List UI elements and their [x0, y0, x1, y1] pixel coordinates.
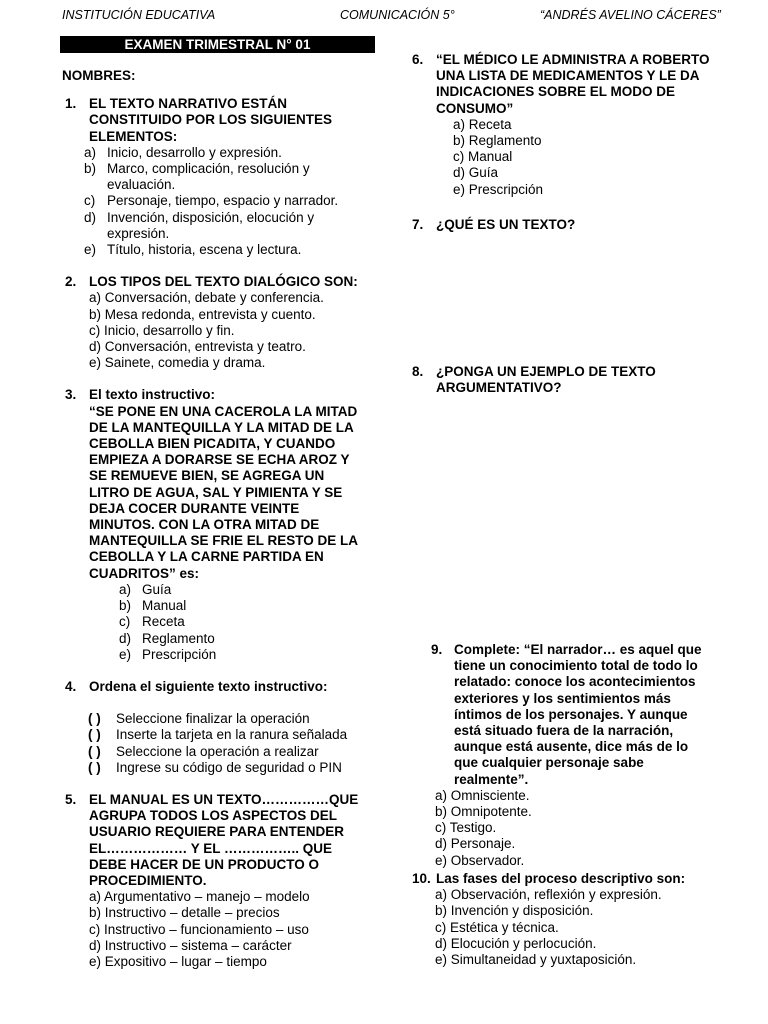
- ordering-item[interactable]: [88, 711, 382, 727]
- option-a[interactable]: a) Omnisciente.: [435, 787, 530, 803]
- answer-blank[interactable]: ( ): [88, 759, 101, 775]
- question-7: [412, 217, 752, 233]
- question-3: [62, 387, 382, 662]
- option-text: Invención, disposición, elocución y: [107, 209, 315, 225]
- option-b[interactable]: b) Reglamento: [453, 133, 542, 149]
- option-text: Prescripción: [142, 646, 217, 662]
- option-d[interactable]: [119, 631, 382, 647]
- question-number: 1.: [65, 96, 77, 112]
- question-number: 8.: [412, 364, 424, 379]
- question-text-line: AGRUPA TODOS LOS ASPECTOS DEL: [89, 808, 338, 824]
- options-list: [435, 887, 752, 968]
- option-a[interactable]: a) Conversación, debate y conferencia.: [89, 290, 324, 306]
- question-number: 3.: [65, 387, 77, 403]
- item-text: Ingrese su código de seguridad o PIN: [116, 759, 342, 775]
- option-letter: a): [84, 144, 97, 160]
- ordering-list: [88, 711, 382, 776]
- option-d[interactable]: d) Elocución y perlocución.: [435, 935, 597, 951]
- passage-line: LITRO DE AGUA, SAL Y PIMIENTA Y SE: [89, 484, 343, 500]
- option-a[interactable]: a) Observación, reflexión y expresión.: [435, 887, 662, 903]
- option-d[interactable]: d) Instructivo – sistema – carácter: [89, 937, 292, 953]
- option-c[interactable]: [84, 193, 382, 209]
- question-text: Ordena el siguiente texto instructivo:: [89, 678, 328, 694]
- option-d[interactable]: d) Personaje.: [435, 836, 516, 852]
- option-c[interactable]: c) Estética y técnica.: [435, 919, 559, 935]
- options-list: [89, 889, 382, 970]
- option-letter: d): [119, 630, 132, 646]
- option-b[interactable]: [84, 161, 382, 193]
- question-text-line: íntimos de los personajes. Y aunque: [454, 706, 688, 722]
- question-text-line: USUARIO REQUIERE PARA ENTENDER: [89, 824, 345, 840]
- question-number: 4.: [65, 678, 77, 694]
- passage-line: MINUTOS. CON LA OTRA MITAD DE: [89, 517, 320, 533]
- question-text-line: que cualquier personaje sabe: [454, 755, 644, 771]
- question-text: ¿QUÉ ES UN TEXTO?: [436, 217, 576, 232]
- passage-line: SE REMUEVE BIEN, SE AGREGA UN: [89, 468, 325, 484]
- option-c[interactable]: [119, 614, 382, 630]
- option-d[interactable]: d) Conversación, entrevista y teatro.: [89, 339, 306, 355]
- question-text-line: tiene un conocimiento total de todo lo: [454, 658, 698, 674]
- answer-blank[interactable]: ( ): [88, 711, 101, 727]
- question-text-line: CONSTITUIDO POR LOS SIGUIENTES: [89, 112, 333, 128]
- option-letter: c): [119, 614, 131, 630]
- header-subject: COMUNICACIÓN 5°: [340, 8, 455, 22]
- option-a[interactable]: [119, 582, 382, 598]
- question-5: [62, 792, 382, 970]
- option-e[interactable]: e) Expositivo – lugar – tiempo: [89, 953, 267, 969]
- option-letter: e): [84, 242, 97, 258]
- question-6: [412, 52, 752, 198]
- answer-blank[interactable]: ( ): [88, 727, 101, 743]
- question-text-line: CONSUMO”: [436, 100, 514, 116]
- ordering-item[interactable]: [88, 727, 382, 743]
- names-label: NOMBRES:: [62, 68, 136, 83]
- header-school: INSTITUCIÓN EDUCATIVA: [62, 8, 216, 22]
- question-text-line: ¿PONGA UN EJEMPLO DE TEXTO: [436, 364, 656, 379]
- question-text-line: EL MANUAL ES UN TEXTO……………QUE: [89, 791, 359, 807]
- option-letter: d): [84, 209, 97, 225]
- option-text: Marco, complicación, resolución y: [107, 161, 310, 177]
- question-4: [62, 679, 382, 776]
- question-number: 5.: [65, 791, 77, 807]
- passage-line: “SE PONE EN UNA CACEROLA LA MITAD: [89, 403, 358, 419]
- item-text: Seleccione finalizar la operación: [116, 711, 310, 727]
- options-list: [119, 582, 382, 663]
- question-text-line: está situado fuera de la narración,: [454, 723, 674, 739]
- option-c[interactable]: c) Instructivo – funcionamiento – uso: [89, 921, 309, 937]
- question-text-line: ARGUMENTATIVO?: [436, 380, 562, 396]
- option-letter: e): [119, 646, 132, 662]
- ordering-item[interactable]: [88, 744, 382, 760]
- question-number: 7.: [412, 217, 424, 232]
- exam-title-banner: EXAMEN TRIMESTRAL N° 01: [60, 36, 375, 53]
- option-a[interactable]: a) Receta: [453, 116, 512, 132]
- option-letter: b): [119, 598, 132, 614]
- question-text-line: EL……………… Y EL …………….. QUE: [89, 840, 333, 856]
- option-a[interactable]: [84, 145, 382, 161]
- question-number: 9.: [431, 642, 443, 657]
- option-b[interactable]: [119, 598, 382, 614]
- question-text-line: DEBE HACER DE UN PRODUCTO O: [89, 856, 320, 872]
- options-list: [435, 788, 752, 869]
- options-list: [89, 290, 382, 371]
- option-text: Título, historia, escena y lectura.: [107, 242, 302, 258]
- option-b[interactable]: b) Omnipotente.: [435, 804, 532, 820]
- question-text-line: PROCEDIMIENTO.: [89, 872, 207, 888]
- option-letter: c): [84, 193, 96, 209]
- option-d[interactable]: [84, 210, 382, 242]
- question-text-line: INDICACIONES SOBRE EL MODO DE: [436, 84, 676, 100]
- option-text: Personaje, tiempo, espacio y narrador.: [107, 193, 339, 209]
- option-text: Inicio, desarrollo y expresión.: [107, 144, 282, 160]
- left-column: [62, 68, 382, 970]
- question-text: LOS TIPOS DEL TEXTO DIALÓGICO SON:: [89, 274, 358, 290]
- question-text-line: realmente”.: [454, 771, 529, 787]
- passage-line: DE LA MANTEQUILLA Y LA MITAD DE LA: [89, 419, 354, 435]
- ordering-item[interactable]: [88, 760, 382, 776]
- option-b[interactable]: b) Instructivo – detalle – precios: [89, 905, 280, 921]
- question-text: Las fases del proceso descriptivo son:: [436, 871, 686, 886]
- passage-line: CEBOLLA Y LA CARNE PARTIDA EN: [89, 549, 324, 565]
- passage-line: MANTEQUILLA SE FRIE EL RESTO DE LA: [89, 533, 359, 549]
- question-1: [62, 96, 382, 258]
- option-letter: a): [119, 581, 132, 597]
- option-e[interactable]: e) Prescripción: [453, 181, 544, 197]
- question-text-line: “EL MÉDICO LE ADMINISTRA A ROBERTO: [436, 52, 710, 67]
- question-2: [62, 274, 382, 371]
- question-text-line: EL TEXTO NARRATIVO ESTÁN: [89, 96, 288, 112]
- question-number: 6.: [412, 52, 424, 67]
- header-school-name: “ANDRÉS AVELINO CÁCERES”: [540, 8, 721, 22]
- option-b[interactable]: b) Invención y disposición.: [435, 903, 594, 919]
- question-title: El texto instructivo:: [89, 387, 216, 403]
- question-number: 2.: [65, 274, 77, 290]
- option-text: Guía: [142, 581, 172, 597]
- question-text-line: relatado: conoce los acontecimientos: [454, 674, 696, 690]
- option-text: Manual: [142, 598, 187, 614]
- option-text: evaluación.: [107, 177, 176, 193]
- question-text-line: Complete: “El narrador… es aquel que: [454, 642, 702, 657]
- option-d[interactable]: d) Guía: [453, 165, 499, 181]
- option-e[interactable]: e) Sainete, comedia y drama.: [89, 355, 266, 371]
- question-text-line: aunque está ausente, dice más de lo: [454, 739, 689, 755]
- passage-line: CUADRITOS” es:: [89, 565, 200, 581]
- question-text-line: ELEMENTOS:: [89, 128, 178, 144]
- option-text: Reglamento: [142, 630, 215, 646]
- question-8: [412, 364, 752, 396]
- option-e[interactable]: e) Simultaneidad y yuxtaposición.: [435, 952, 637, 968]
- question-text-line: exteriores y los sentimientos más: [454, 690, 671, 706]
- item-text: Inserte la tarjeta en la ranura señalada: [116, 727, 348, 743]
- question-9: [412, 642, 752, 869]
- options-list: [453, 117, 752, 198]
- question-number: 10.: [412, 871, 431, 886]
- option-text: expresión.: [107, 225, 170, 241]
- option-e[interactable]: [84, 242, 382, 258]
- passage-line: EMPIEZA A DORARSE SE ECHA AROZ Y: [89, 452, 350, 468]
- item-text: Seleccione la operación a realizar: [116, 743, 319, 759]
- option-e[interactable]: e) Observador.: [435, 852, 525, 868]
- options-list: [84, 145, 382, 258]
- option-text: Receta: [142, 614, 185, 630]
- passage-line: DEJA COCER DURANTE VEINTE: [89, 500, 300, 516]
- passage-line: CEBOLLA BIEN PICADITA, Y CUANDO: [89, 436, 336, 452]
- option-c[interactable]: c) Inicio, desarrollo y fin.: [89, 322, 235, 338]
- option-a[interactable]: a) Argumentativo – manejo – modelo: [89, 889, 310, 905]
- option-e[interactable]: [119, 647, 382, 663]
- option-c[interactable]: c) Manual: [453, 149, 513, 165]
- option-b[interactable]: b) Mesa redonda, entrevista y cuento.: [89, 306, 316, 322]
- option-letter: b): [84, 161, 97, 177]
- answer-blank[interactable]: ( ): [88, 743, 101, 759]
- option-c[interactable]: c) Testigo.: [435, 820, 497, 836]
- question-10: [412, 871, 752, 968]
- question-text-line: UNA LISTA DE MEDICAMENTOS Y LE DA: [436, 68, 700, 84]
